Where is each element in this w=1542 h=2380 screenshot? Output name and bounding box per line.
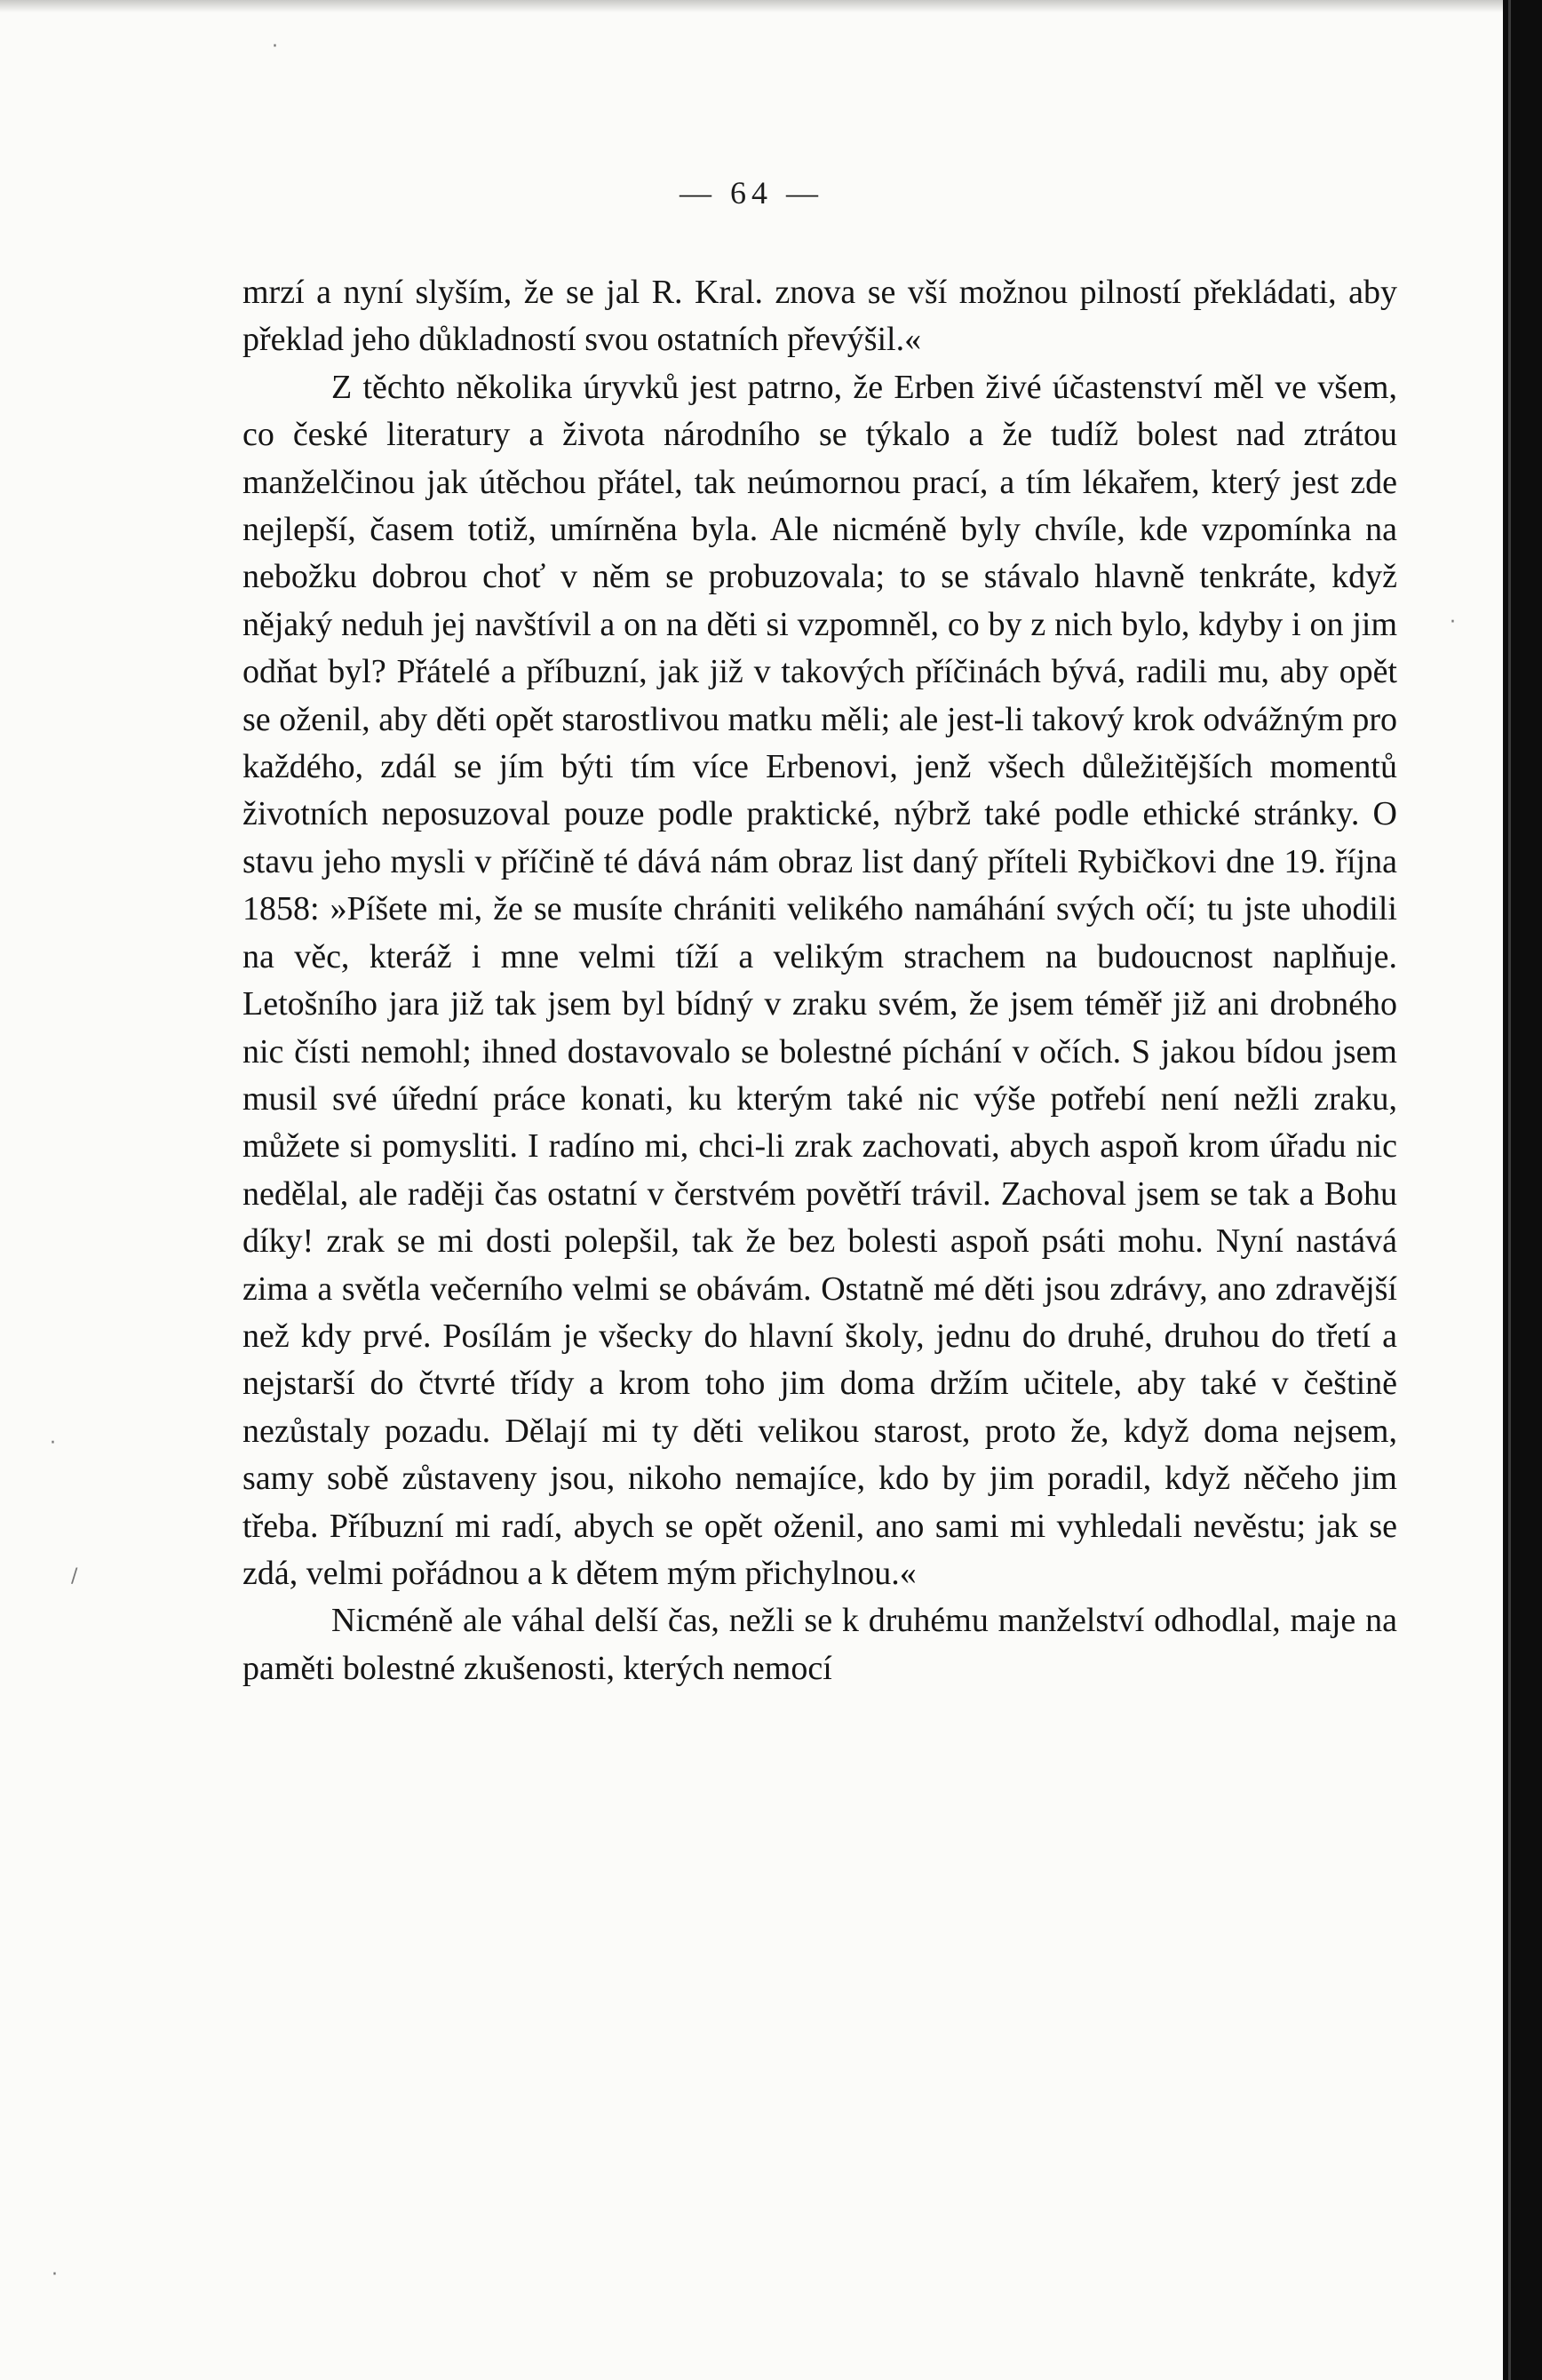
scan-speck: / (71, 1565, 78, 1588)
scan-speck: · (1450, 611, 1456, 633)
scan-speck: · (50, 1432, 56, 1454)
scan-edge-border (1503, 0, 1542, 2380)
page-top-shadow (0, 0, 1503, 12)
paragraph-continued: mrzí a nyní slyším, že se jal R. Kral. znova se vší možnou pilností překládati, aby překlad jeho důkladností svou ostatních převýšil.« (242, 274, 1397, 359)
scan-speck: · (52, 2264, 58, 2286)
paragraph-final: Nicméně ale váhal delší čas, nežli se k druhému manželství odhodlal, maje na paměti bolestné zkušenosti, kterých nemocí (242, 1602, 1397, 1687)
paragraph-main: Z těchto několika úryvků jest patrno, že Erben živé účastenství měl ve všem, co české literatury a života národního se týkalo a že tudíž bolest nad ztrátou manželčinou jak útěchou přátel, tak neúmornou prací, a tím lékařem, který jest zde nejlepší, časem totiž, umírněna byla. Ale nicméně byly chvíle, kde vzpomínka na nebožku dobrou choť v něm se probuzovala; to se stávalo hlavně tenkráte, když nějaký neduh jej navštívil a on na děti si vzpomněl, co by z nich bylo, kdyby i on jim odňat byl? Přátelé a příbuzní, jak již v takových příčinách bývá, radili mu, aby opět se oženil, aby děti opět starostlivou matku měli; ale jest-li takový krok odvážným pro každého, zdál se jím býti tím více Erbenovi, jenž všech důležitějších momentů životních neposuzoval pouze podle praktické, nýbrž také podle ethické stránky. O stavu jeho mysli v příčině té dává nám obraz list daný příteli Rybičkovi dne 19. října 1858: »Píšete mi, že se musíte chrániti velikého namáhání svých očí; tu jste uhodili na věc, kteráž i mne velmi tíží a velikým strachem na budoucnost naplňuje. Letošního jara již tak jsem byl bídný v zraku svém, že jsem téměř již ani drobného nic čísti nemohl; ihned dostavovalo se bolestné píchání v očích. S jakou bídou jsem musil své úřední práce konati, ku kterým také nic výše potřebí není nežli zraku, můžete si pomysliti. I radíno mi, chci-li zrak zachovati, abych aspoň krom úřadu nic nedělal, ale raději čas ostatní v čerstvém povětří trávil. Zachoval jsem se tak a Bohu díky! zrak se mi dosti polepšil, tak že bez bolesti aspoň psáti mohu. Nyní nastává zima a světla večerního velmi se obávám. Ostatně mé děti jsou zdrávy, ano zdravější než kdy prvé. Posílám je všecky do hlavní školy, jednu do druhé, druhou do třetí a nejstarší do čtvrté třídy a krom toho jim doma držím učitele, aby také v češtině nezůstaly pozadu. Dělají mi ty děti velikou starost, proto že, když doma nejsem, samy sobě zůstaveny jsou, nikoho nemajíce, kdo by jim poradil, když něčeho jim třeba. Příbuzní mi radí, abych se opět oženil, ano sami mi vyhledali nevěstu; jak se zdá, velmi pořádnou a k dětem mým přichylnou.« (242, 368, 1397, 1592)
body-text (242, 269, 1397, 1692)
page-number: — 64 — (680, 175, 823, 211)
scan-speck: · (272, 36, 278, 58)
scan-edge-line (1508, 0, 1511, 2380)
